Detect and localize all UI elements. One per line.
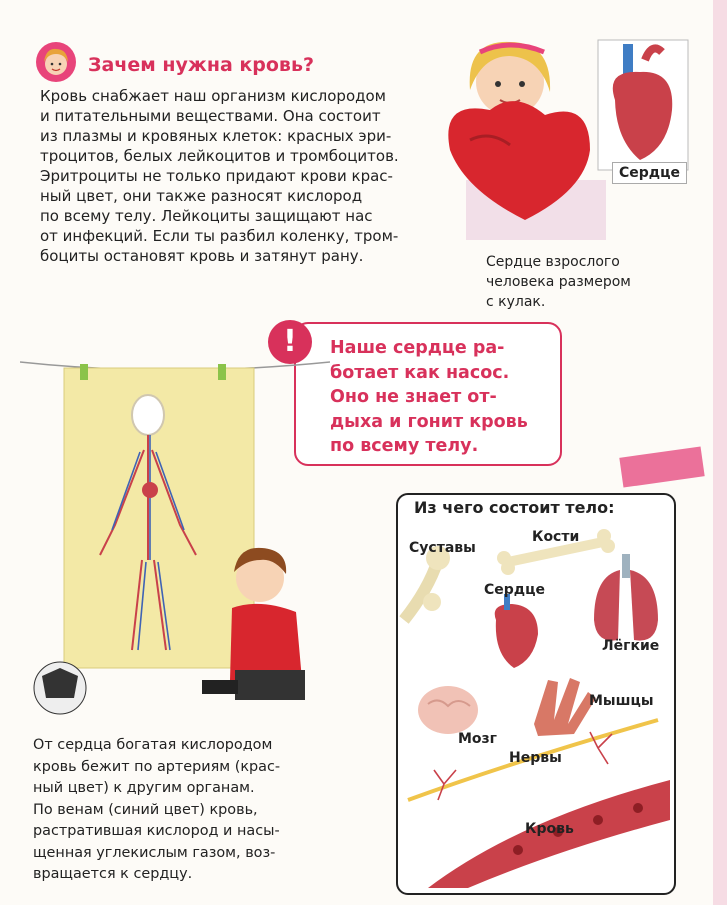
page-edge-strip xyxy=(713,0,727,905)
text-line: щенная углекислым газом, воз- xyxy=(33,844,276,861)
heart-caption xyxy=(486,252,656,312)
circulatory-system-poster xyxy=(20,350,330,725)
exclamation-icon: ! xyxy=(268,320,312,364)
fact-line: Наше сердце ра- xyxy=(330,338,505,358)
fact-line: Оно не знает от- xyxy=(330,387,497,407)
label-nerves: Нервы xyxy=(509,750,562,766)
text-line: от инфекций. Если ты разбил коленку, тром- xyxy=(40,227,399,245)
text-line: растратившая кислород и насы- xyxy=(33,823,280,839)
text-line: Кровь снабжает наш организм кислородом xyxy=(40,87,386,105)
fact-line: ботает как насос. xyxy=(330,362,510,383)
caption-line: человека размером xyxy=(486,274,631,290)
text-line: ный цвет, они также разносят кислород xyxy=(40,187,363,205)
label-muscles: Мышцы xyxy=(589,693,654,709)
label-heart: Сердце xyxy=(484,582,545,598)
label-joints: Суставы xyxy=(409,540,476,556)
body-parts-title: Из чего состоит тело: xyxy=(414,498,615,517)
intro-paragraph xyxy=(40,86,440,266)
page-title: Зачем нужна кровь? xyxy=(88,54,314,76)
girl-with-heart-illustration xyxy=(440,30,690,240)
label-brain: Мозг xyxy=(458,731,497,747)
caption-line: с кулак. xyxy=(486,294,546,310)
text-line: вращается к сердцу. xyxy=(33,866,193,882)
text-line: по всему телу. Лейкоциты защищают нас xyxy=(40,207,373,225)
heart-photo-label: Сердце xyxy=(612,162,687,184)
caption-line: Сердце взрослого xyxy=(486,254,620,270)
label-bones: Кости xyxy=(532,529,580,545)
fact-line: по всему телу. xyxy=(330,436,479,456)
fact-text xyxy=(330,336,550,459)
text-line: От сердца богатая кислородом xyxy=(33,737,273,753)
text-line: боциты остановят кровь и затянут рану. xyxy=(40,247,364,265)
text-line: ный цвет) к другим органам. xyxy=(33,780,255,796)
text-line: и питательными веществами. Она состоит xyxy=(40,107,381,125)
fact-line: дыха и гонит кровь xyxy=(330,411,528,432)
girl-avatar-icon xyxy=(36,42,76,82)
label-blood: Кровь xyxy=(525,821,574,837)
circulation-paragraph xyxy=(33,735,313,886)
label-lungs: Лёгкие xyxy=(602,638,660,654)
tape-decoration xyxy=(619,446,704,487)
text-line: троцитов, белых лейкоцитов и тромбоцитов. xyxy=(40,147,399,165)
text-line: кровь бежит по артериям (крас- xyxy=(33,758,281,775)
text-line: По венам (синий цвет) кровь, xyxy=(33,801,258,818)
text-line: из плазмы и кровяных клеток: красных эри- xyxy=(40,127,392,145)
text-line: Эритроциты не только придают крови крас- xyxy=(40,167,393,185)
